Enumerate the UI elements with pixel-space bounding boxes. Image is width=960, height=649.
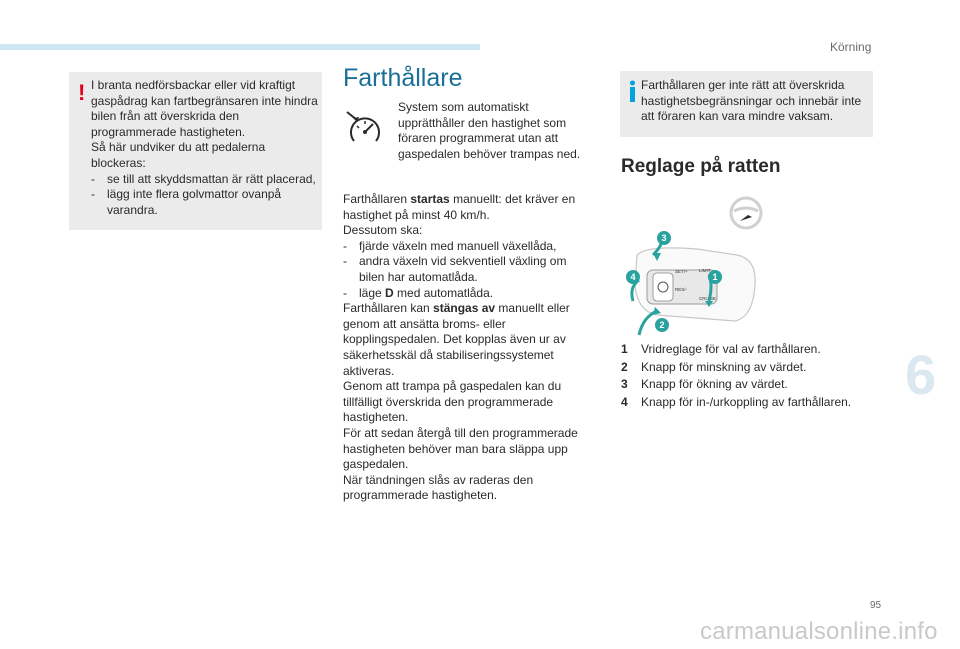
paragraph: För att sedan återgå till den programmerade hastigheten behöver man bara släppa upp gaspedalen. xyxy=(343,425,578,472)
stalk-cruise-label: CRUISE xyxy=(699,296,717,301)
page-title: Farthållare xyxy=(343,64,463,92)
callout-1: 1 xyxy=(712,272,718,282)
callout-3: 3 xyxy=(661,233,667,243)
watermark: carmanualsonline.info xyxy=(700,618,938,645)
paragraph: Genom att trampa på gaspedalen kan du tillfälligt överskrida den programmerade hastigheten. xyxy=(343,379,562,425)
warning-icon: ! xyxy=(78,80,86,105)
chapter-number: 6 xyxy=(905,343,937,406)
warning-list-item: - lägg inte flera golvmattor ovanpå varandra. xyxy=(91,187,282,217)
speedometer-icon xyxy=(345,108,385,148)
warning-line: Så här undviker du att pedalerna blockeras: xyxy=(91,140,266,170)
body-text xyxy=(343,192,583,504)
intro-text: System som automatiskt upprätthåller den hastighet som föraren programmerat utan att gaspedalen behöver trampas ned. xyxy=(398,100,581,161)
start-paragraph: Farthållaren startas manuellt: det kräver en hastighet på minst 40 km/h. xyxy=(343,192,576,222)
controls-legend xyxy=(621,341,881,411)
paragraph: När tändningen slås av raderas den programmerade hastigheten. xyxy=(343,472,534,503)
stop-paragraph: Farthållaren kan stängas av manuellt eller genom att ansätta broms- eller kopplingspedalen. Det kopplas även ur av säkerhetsskäl då stabiliseringssystemet aktiveras. xyxy=(343,301,570,378)
stalk-set-label: SET/+ xyxy=(675,269,688,274)
condition-item: - läge D med automatlåda. xyxy=(343,285,494,300)
legend-item: 4 Knapp för in-/urkoppling av farthållaren. xyxy=(621,394,852,409)
callout-2: 2 xyxy=(659,320,665,330)
warning-text xyxy=(91,78,323,218)
condition-item: - fjärde växeln med manuell växellåda, xyxy=(343,238,557,253)
also-line: Dessutom ska: xyxy=(343,223,423,238)
warning-line: I branta nedförsbackar eller vid kraftigt gaspådrag kan fartbegränsaren inte hindra bilen från att överskrida den programmerade hastigheten. xyxy=(91,78,318,139)
legend-item: 3 Knapp för ökning av värdet. xyxy=(621,377,788,391)
stalk-limit-label: LIMIT xyxy=(699,268,711,273)
warning-list-item: - se till att skyddsmattan är rätt placerad, xyxy=(91,171,316,186)
controls-heading: Reglage på ratten xyxy=(621,156,781,177)
info-text: Farthållaren ger inte rätt att överskrida hastighetsbegränsningar och innebär inte att föraren kan vara mindre vaksam. xyxy=(641,78,862,124)
section-title: Körning xyxy=(830,40,872,54)
condition-item: - andra växeln vid sekventiell växling om bilen har automatlåda. xyxy=(343,254,567,284)
legend-item: 1 Vridreglage för val av farthållaren. xyxy=(621,342,821,356)
header-accent-bar xyxy=(0,44,480,50)
cruise-control-stalk-illustration xyxy=(617,225,767,340)
stalk-res-label: RES/- xyxy=(675,287,688,292)
callout-4: 4 xyxy=(630,272,636,282)
legend-item: 2 Knapp för minskning av värdet. xyxy=(621,359,807,374)
info-icon xyxy=(628,80,637,102)
page-number: 95 xyxy=(870,600,882,611)
